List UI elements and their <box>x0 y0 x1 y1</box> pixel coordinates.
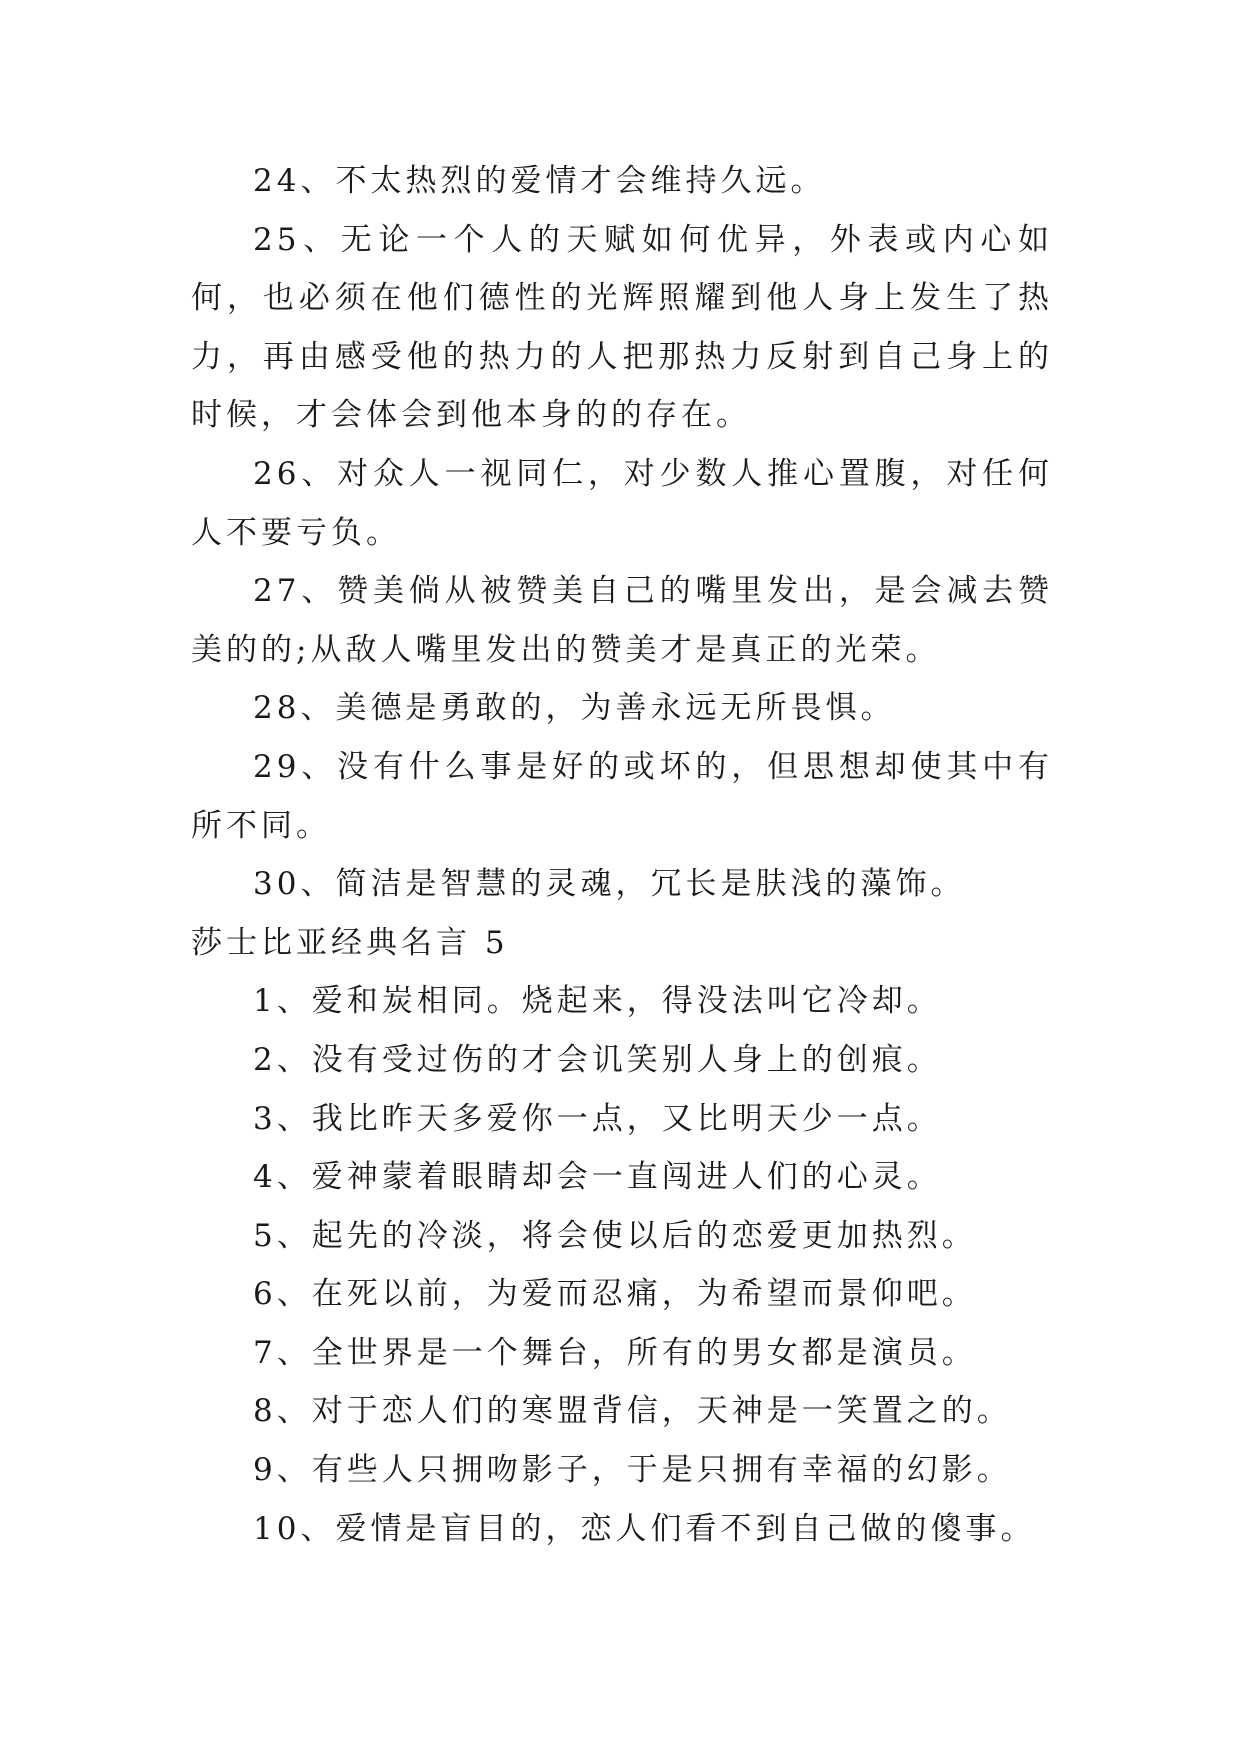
quote-paragraph-1: 1、爱和炭相同。烧起来，得没法叫它冷却。 <box>253 983 942 1020</box>
quote-paragraph-6: 6、在死以前，为爱而忍痛，为希望而景仰吧。 <box>253 1276 977 1313</box>
quote-paragraph-4: 4、爱神蒙着眼睛却会一直闯进人们的心灵。 <box>253 1159 942 1196</box>
quote-paragraph-30: 30、简洁是智慧的灵魂，冗长是肤浅的藻饰。 <box>253 866 966 903</box>
quote-paragraph-5: 5、起先的冷淡，将会使以后的恋爱更加热烈。 <box>253 1217 977 1254</box>
section-heading: 莎士比亚经典名言 5 <box>191 924 509 961</box>
document-body <box>191 152 1053 1558</box>
quote-paragraph-28: 28、美德是勇敢的，为善永远无所畏惧。 <box>253 690 896 727</box>
quote-paragraph-2: 2、没有受过伤的才会讥笑别人身上的创痕。 <box>253 1041 942 1078</box>
quote-paragraph-25: 25、无论一个人的天赋如何优异，外表或内心如何，也必须在他们德性的光辉照耀到他人身上发生了热力，再由感受他的热力的人把那热力反射到自己身上的时候，才会体会到他本身的的存在。 <box>191 221 1053 434</box>
quote-paragraph-26: 26、对众人一视同仁，对少数人推心置腹，对任何人不要亏负。 <box>191 455 1053 551</box>
quote-paragraph-3: 3、我比昨天多爱你一点，又比明天少一点。 <box>253 1100 942 1137</box>
quote-paragraph-29: 29、没有什么事是好的或坏的，但思想却使其中有所不同。 <box>191 748 1053 844</box>
quote-paragraph-10: 10、爱情是盲目的，恋人们看不到自己做的傻事。 <box>253 1510 1036 1547</box>
quote-paragraph-7: 7、全世界是一个舞台，所有的男女都是演员。 <box>253 1334 977 1371</box>
quote-paragraph-27: 27、赞美倘从被赞美自己的嘴里发出，是会减去赞美的的;从敌人嘴里发出的赞美才是真正的光荣。 <box>191 573 1053 668</box>
quote-paragraph-9: 9、有些人只拥吻影子，于是只拥有幸福的幻影。 <box>253 1452 1012 1489</box>
quote-paragraph-8: 8、对于恋人们的寒盟背信，天神是一笑置之的。 <box>253 1393 1012 1430</box>
quote-paragraph-24: 24、不太热烈的爱情才会维持久远。 <box>253 163 826 199</box>
